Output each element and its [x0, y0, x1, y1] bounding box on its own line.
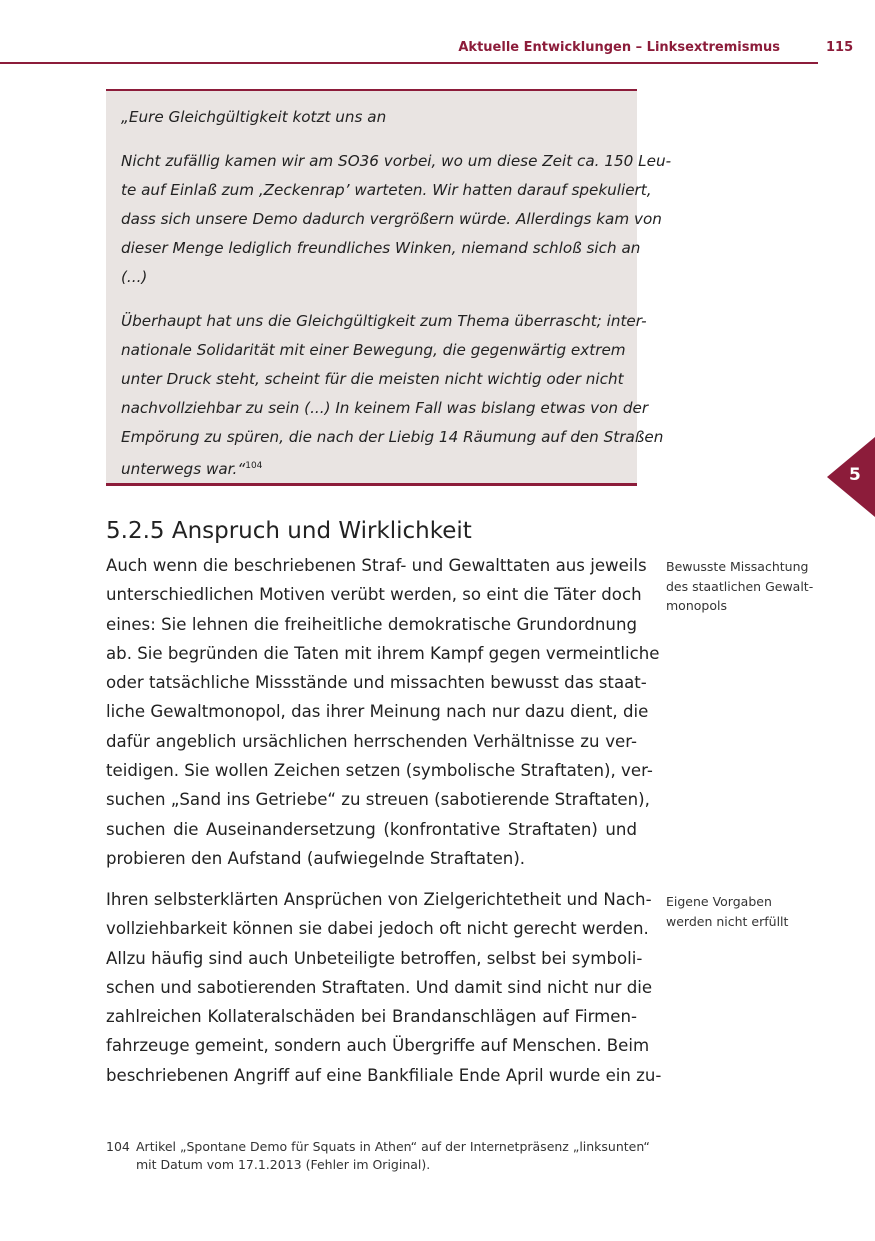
body-line: eines: Sie lehnen die freiheitliche demokratische Grundordnung	[106, 614, 637, 634]
quote-last-text: unterwegs war.“	[121, 460, 246, 478]
margin-note-line: monopols	[666, 598, 727, 613]
body-line: teidigen. Sie wollen Zeichen setzen (symbolische Straftaten), ver-	[106, 761, 653, 781]
body-line: fahrzeuge gemeint, sondern auch Übergriffe auf Menschen. Beim	[106, 1036, 650, 1056]
body-line: oder tatsächliche Missstände und missachten bewusst das staat-	[106, 673, 647, 693]
section-heading: 5.2.5 Anspruch und Wirklichkeit	[106, 518, 472, 544]
body-line: Allzu häufig sind auch Unbeteiligte betroffen, selbst bei symboli-	[106, 948, 643, 968]
footnote	[106, 1138, 650, 1174]
header-title: Aktuelle Entwicklungen – Linksextremismus	[458, 40, 780, 55]
margin-note-line: Eigene Vorgaben	[666, 894, 772, 909]
quote-line: (...)	[121, 268, 148, 286]
running-header	[0, 36, 818, 64]
body-line: schen und sabotierenden Straftaten. Und damit sind nicht nur die	[106, 977, 653, 997]
margin-note-line: werden nicht erfüllt	[666, 913, 789, 929]
footnote-number: 104	[106, 1139, 130, 1154]
footnote-text: mit Datum vom 17.1.2013 (Fehler im Original).	[136, 1157, 431, 1172]
quote-block	[106, 89, 672, 486]
body-line: unterschiedlichen Motiven verübt werden, so eint die Täter doch	[106, 585, 642, 605]
margin-note-line: des staatlichen Gewalt-	[666, 578, 814, 594]
quote-line: nationale Solidarität mit einer Bewegung, die gegenwärtig extrem	[121, 341, 626, 359]
quote-line: Empörung zu spüren, die nach der Liebig 14 Räumung auf den Straßen	[121, 428, 664, 446]
quote-title: „Eure Gleichgültigkeit kotzt uns an	[121, 108, 387, 126]
chapter-number: 5	[849, 465, 861, 485]
body-line: ab. Sie begründen die Taten mit ihrem Kampf gegen vermeintliche	[106, 643, 660, 663]
body-line: vollziehbarkeit können sie dabei jedoch oft nicht gerecht werden.	[106, 919, 649, 939]
quote-line: dass sich unsere Demo dadurch vergrößern würde. Allerdings kam von	[121, 210, 662, 228]
margin-note-line: Bewusste Missachtung	[666, 559, 809, 574]
body-line: suchen die Auseinandersetzung (konfrontative Straftaten) und	[106, 819, 637, 839]
page-number: 115	[826, 40, 854, 55]
body-paragraph-1	[106, 551, 660, 873]
quote-line: nachvollziehbar zu sein (...) In keinem Fall was bislang etwas von der	[121, 399, 649, 417]
body-line: suchen „Sand ins Getriebe“ zu streuen (sabotierende Straftaten),	[106, 790, 650, 810]
body-line: beschriebenen Angriff auf eine Bankfiliale Ende April wurde ein zu-	[106, 1065, 662, 1085]
body-line: dafür angeblich ursächlichen herrschenden Verhältnisse zu ver-	[106, 731, 637, 751]
body-line: probieren den Aufstand (aufwiegelnde Straftaten).	[106, 848, 526, 868]
quote-line: Überhaupt hat uns die Gleichgültigkeit zum Thema überrascht; inter-	[121, 312, 647, 330]
margin-note-2	[666, 892, 836, 931]
quote-line: Nicht zufällig kamen wir am SO36 vorbei, wo um diese Zeit ca. 150 Leu-	[121, 152, 672, 170]
margin-note-1	[666, 557, 836, 616]
footnote-text: Artikel „Spontane Demo für Squats in Athen“ auf der Internetpräsenz „linksunten“	[136, 1139, 650, 1154]
quote-line: dieser Menge lediglich freundliches Winken, niemand schloß sich an	[121, 239, 641, 257]
body-line: liche Gewaltmonopol, das ihrer Meinung nach nur dazu dient, die	[106, 702, 649, 722]
quote-line: unter Druck steht, scheint für die meisten nicht wichtig oder nicht	[121, 370, 624, 388]
body-line: Auch wenn die beschriebenen Straf- und Gewalttaten aus jeweils	[106, 556, 647, 575]
quote-line: te auf Einlaß zum ‚Zeckenrap’ warteten. Wir hatten darauf spekuliert,	[121, 181, 652, 199]
body-paragraph-2	[106, 885, 662, 1090]
footnote-ref: 104	[245, 461, 263, 471]
body-line: zahlreichen Kollateralschäden bei Brandanschlägen auf Firmen-	[106, 1007, 637, 1027]
body-line: Ihren selbsterklärten Ansprüchen von Zielgerichtetheit und Nach-	[106, 890, 652, 909]
quote-line-last	[121, 452, 623, 484]
